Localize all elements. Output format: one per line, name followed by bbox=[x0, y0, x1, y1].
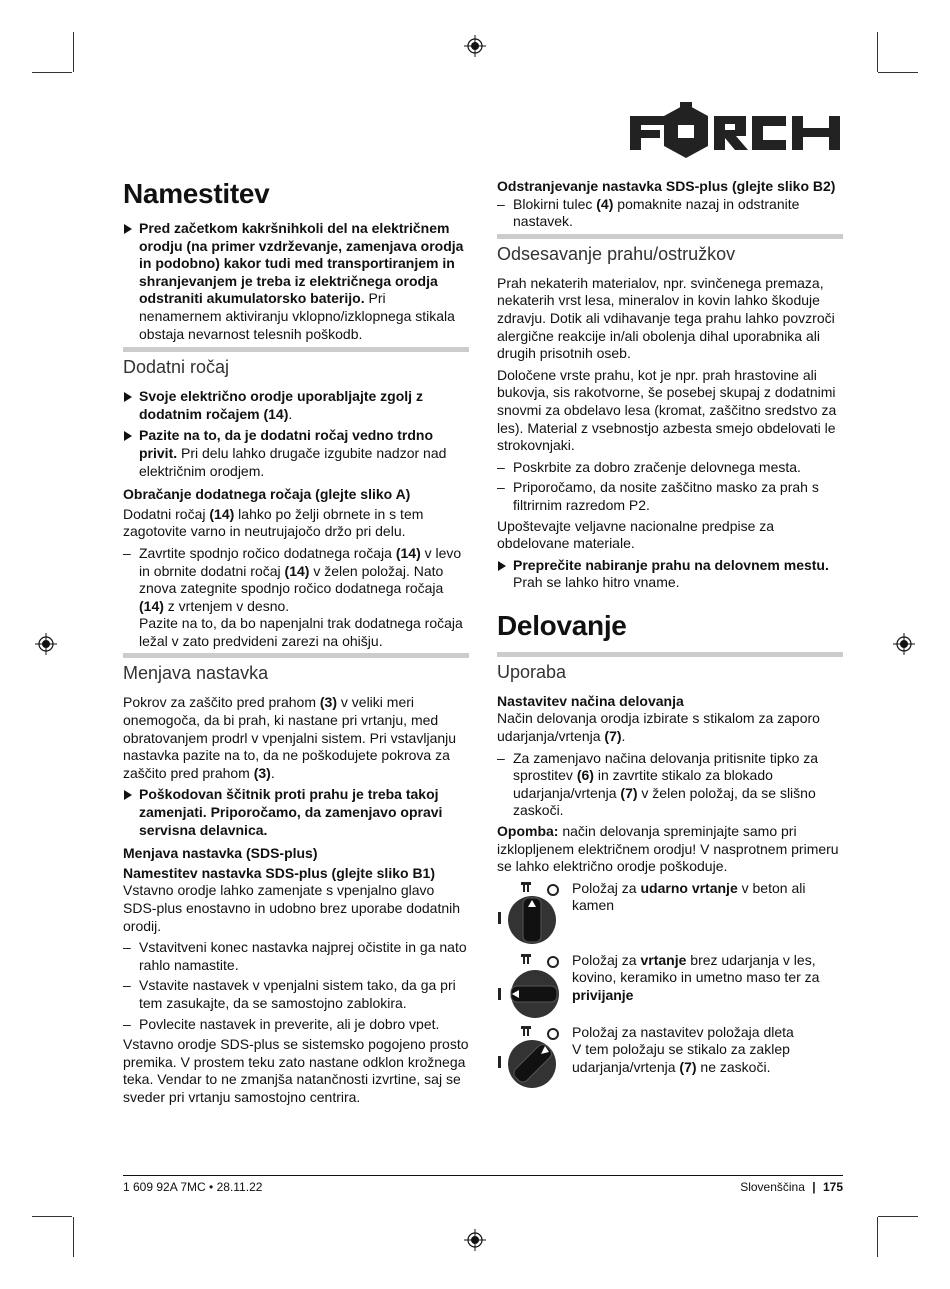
page-title: Namestitev bbox=[123, 178, 270, 209]
section-heading: Menjava nastavka bbox=[123, 653, 469, 684]
paragraph: Pokrov za zaščito pred prahom (3) v veliki meri onemogoča, da bi prah, ki nastane pri vrtanju, med obratovanjem prodrl v vpenjalni sistem. Pri vstavljanju nastavka pazite na to, da ne poškodujete pokrova za zaščito pred prahom (3). bbox=[123, 694, 457, 781]
registration-mark-icon bbox=[35, 633, 57, 655]
list-item: – Vstavite nastavek v vpenjalni sistem tako, da ga pri tem zasukajte, da se samostojno zablokira. bbox=[123, 977, 469, 1012]
mode-hammer-drill: Položaj za udarno vrtanje v beton ali kamen bbox=[497, 880, 843, 952]
warning-item: Svoje električno orodje uporabljajte zgolj z dodatnim ročajem (14). bbox=[123, 388, 469, 423]
note: Opomba: način delovanja spreminjajte samo pri izklopljenem električnem orodju! V nasprotnem primeru se lahko električno orodje poškoduje. bbox=[497, 823, 839, 875]
paragraph: Upoštevajte veljavne nacionalne predpise za obdelovane materiale. bbox=[497, 517, 775, 552]
registration-mark-icon bbox=[893, 633, 915, 655]
paragraph: Način delovanja orodja izbirate s stikalom za zaporo udarjanja/vrtenja (7). bbox=[497, 710, 820, 745]
warning-item: Preprečite nabiranje prahu na delovnem mestu. Prah se lahko hitro vname. bbox=[497, 557, 843, 592]
subheading: Obračanje dodatnega ročaja (glejte sliko A) bbox=[123, 486, 411, 503]
crop-mark bbox=[877, 1217, 878, 1257]
footer-page-info: Slovenščina | 175 bbox=[740, 1180, 843, 1194]
list-item: – Zavrtite spodnjo ročico dodatnega ročaja (14) v levo in obrnite dodatni ročaj (14) v želen položaj. Nato znova zategnite spodnjo ročico dodatnega ročaja (14) z vrtenjem v desno. Pazite na to, da bo napenjalni trak dodatnega ročaja ležal v zato predvideni zarezi na ohišju. bbox=[123, 545, 469, 651]
warning-item: Pred začetkom kakršnihkoli del na električnem orodju (na primer vzdrževanje, zamenjava orodja in podobno) kakor tudi med transportiranjem in shranjevanjem je treba iz električnega orodja odstraniti akumulatorsko baterijo. Pri nenamernem aktiviranju vklopno/izklopnega stikala obstaja nevarnost telesnih poškodb. bbox=[123, 220, 469, 343]
registration-mark-icon bbox=[464, 1229, 486, 1251]
crop-mark bbox=[73, 1217, 74, 1257]
mode-chisel: Položaj za nastavitev položaja dleta V tem položaju se stikalo za zaklep udarjanja/vrtenja (7) ne zaskoči. bbox=[497, 1024, 843, 1096]
forch-logo bbox=[628, 102, 842, 164]
list-item: – Blokirni tulec (4) pomaknite nazaj in odstranite nastavek. bbox=[497, 196, 843, 231]
warning-item: Pazite na to, da je dodatni ročaj vedno trdno privit. Pri delu lahko drugače izgubite nadzor nad električnim orodjem. bbox=[123, 427, 469, 480]
paragraph: Prah nekaterih materialov, npr. svinčenega premaza, nekaterih vrst lesa, mineralov in kovin lahko škoduje zdravju. Dotik ali vdihavanje tega prahu lahko povzroči alergične reakcije in/ali obolenja dihal uporabnika ali drugih prisotnih oseb. bbox=[497, 274, 835, 362]
subheading: Menjava nastavka (SDS-plus) bbox=[123, 845, 318, 862]
list-item: – Vstavitveni konec nastavka najprej očistite in ga nato rahlo namastite. bbox=[123, 939, 469, 974]
crop-mark bbox=[32, 72, 72, 73]
mode-drill: Položaj za vrtanje brez udarjanja v les, kovino, keramiko in umetno maso ter za privijanje bbox=[497, 952, 843, 1024]
crop-mark bbox=[878, 72, 918, 73]
mode-switch-drill-icon bbox=[497, 952, 567, 1022]
list-item: – Za zamenjavo načina delovanja pritisnite tipko za sprostitev (6) in zavrtite stikalo za blokado udarjanja/vrtenja (7) v želen položaj, da se slišno zaskoči. bbox=[497, 750, 843, 820]
footer-code: 1 609 92A 7MC • 28.11.22 bbox=[123, 1180, 263, 1194]
subheading: Namestitev nastavka SDS-plus (glejte sliko B1) bbox=[123, 864, 435, 881]
list-item: – Povlecite nastavek in preverite, ali je dobro vpet. bbox=[123, 1016, 469, 1034]
list-item: – Priporočamo, da nosite zaščitno masko za prah s filtrirnim razredom P2. bbox=[497, 479, 843, 514]
list-item: – Poskrbite za dobro zračenje delovnega mesta. bbox=[497, 459, 843, 477]
paragraph: Določene vrste prahu, kot je npr. prah hrastovine ali bukovja, sis rakotvorne, še posebej skupaj z dodatnimi snovmi za obdelavo lesa (kromat, zaščitno sredstvo za les). Material z vsebnostjo azbesta smejo obdelovati le strokovnjaki. bbox=[497, 366, 837, 454]
crop-mark bbox=[73, 32, 74, 72]
warning-item: Poškodovan ščitnik proti prahu je treba takoj zamenjati. Priporočamo, da zamenjavo opravi servisna delavnica. bbox=[123, 786, 469, 839]
footer-language: Slovenščina bbox=[740, 1180, 805, 1194]
footer-rule bbox=[123, 1175, 843, 1176]
subheading: Nastavitev načina delovanja bbox=[497, 692, 684, 709]
paragraph: Vstavno orodje lahko zamenjate s vpenjalno glavo SDS-plus enostavno in udobno brez uporabe dodatnih orodij. bbox=[123, 882, 461, 934]
paragraph: Vstavno orodje SDS-plus se sistemsko pogojeno prosto premika. V prostem teku zato nastane odklon krožnega teka. Vendar to ne zmanjša natančnosti izvrtine, saj se sveder pri vrtanju samostojno centrira. bbox=[123, 1036, 469, 1105]
page-number: 175 bbox=[822, 1180, 843, 1194]
left-column bbox=[123, 178, 469, 1111]
crop-mark bbox=[877, 32, 878, 72]
section-heading: Dodatni ročaj bbox=[123, 347, 469, 378]
registration-mark-icon bbox=[464, 35, 486, 57]
mode-switch-hammer-icon bbox=[497, 880, 567, 950]
crop-mark bbox=[878, 1216, 918, 1217]
chapter-title: Delovanje bbox=[497, 609, 627, 641]
section-heading: Uporaba bbox=[497, 652, 843, 683]
section-heading: Odsesavanje prahu/ostružkov bbox=[497, 234, 843, 265]
paragraph: Dodatni ročaj (14) lahko po želji obrnete in s tem zagotovite varno in neutrujajočo držo pri delu. bbox=[123, 505, 424, 540]
subheading: Odstranjevanje nastavka SDS-plus (glejte sliko B2) bbox=[497, 178, 836, 194]
mode-switch-chisel-icon bbox=[497, 1024, 567, 1094]
right-column bbox=[497, 178, 843, 1096]
crop-mark bbox=[32, 1216, 72, 1217]
